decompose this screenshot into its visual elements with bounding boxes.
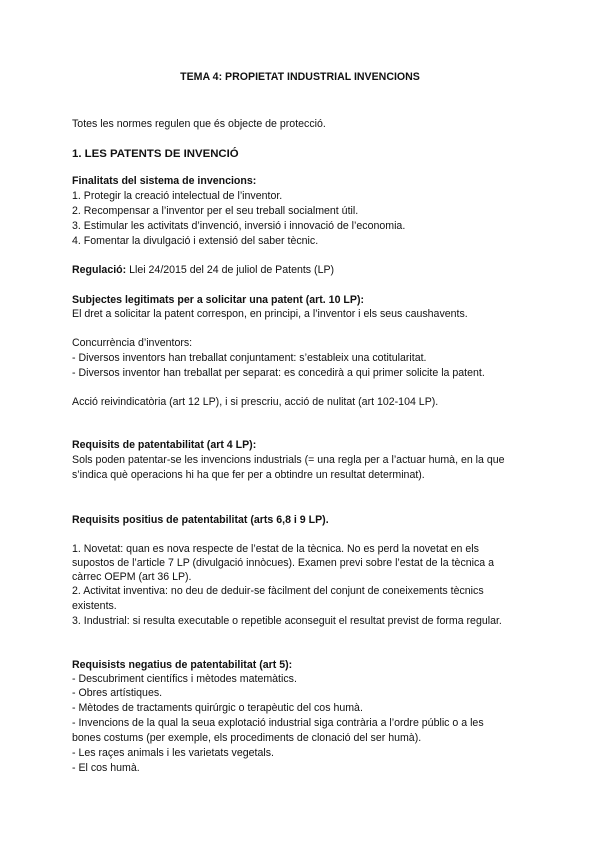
- negatius-line: bones costums (per exemple, els procediments de clonació del ser humà).: [72, 732, 422, 744]
- positius-line: 3. Industrial: si resulta executable o repetible aconseguit el resultat previst de forma regular.: [72, 615, 502, 627]
- finalitats-item: 3. Estimular les activitats d’invenció, inversió i innovació de l’economia.: [72, 220, 406, 232]
- positius-line: càrrec OEPM (art 36 LP).: [72, 571, 192, 583]
- negatius-line: - Invencions de la qual la seua explotació industrial siga contrària a l’ordre públic o a les: [72, 717, 484, 729]
- positius-line: supostos de l’article 7 LP (divulgació innòcues). Examen previ sobre l’estat de la tècnica a: [72, 557, 495, 569]
- regulacio-label: Regulació:: [72, 264, 127, 276]
- positius-line: 1. Novetat: quan es nova respecte de l’estat de la tècnica. No es perd la novetat en els: [72, 543, 479, 555]
- negatius-line: - Mètodes de tractaments quirúrgic o terapèutic del cos humà.: [72, 702, 363, 714]
- negatius-line: - Les raçes animals i les varietats vegetals.: [72, 747, 274, 759]
- regulacio-text: Llei 24/2015 del 24 de juliol de Patents (LP): [126, 264, 335, 276]
- requisits-line: s’indica què operacions hi ha que fer per a obtindre un resultat determinat).: [72, 469, 425, 481]
- requisits-line: Sols poden patentar-se les invencions industrials (= una regla per a l’actuar humà, en la que: [72, 454, 505, 466]
- negatius-line: - Descubriment científics i mètodes matemàtics.: [72, 673, 297, 685]
- positius-heading: Requisits positius de patentabilitat (arts 6,8 i 9 LP).: [72, 514, 329, 526]
- negatius-heading: Requisists negatius de patentabilitat (art 5):: [72, 659, 293, 671]
- negatius-line: - Obres artístiques.: [72, 687, 163, 699]
- requisits-heading: Requisits de patentabilitat (art 4 LP):: [72, 439, 257, 451]
- positius-line: 2. Activitat inventiva: no deu de deduir-se fàcilment del conjunt de coneixements tècnics: [72, 585, 484, 597]
- concurrencia-item: - Diversos inventor han treballat per separat: es concedirà a qui primer solicite la patent.: [72, 367, 485, 379]
- finalitats-heading: Finalitats del sistema de invencions:: [72, 175, 257, 187]
- section-heading-patents: 1. LES PATENTS DE INVENCIÓ: [72, 148, 239, 160]
- regulacio-paragraph: [72, 263, 334, 277]
- finalitats-item: 1. Protegir la creació intelectual de l’inventor.: [72, 190, 283, 202]
- accio-text: Acció reivindicatòria (art 12 LP), i si prescriu, acció de nulitat (art 102-104 LP).: [72, 396, 439, 408]
- positius-line: existents.: [72, 600, 117, 612]
- concurrencia-item: - Diversos inventors han treballat conjuntament: s’estableix una cotitularitat.: [72, 352, 427, 364]
- negatius-line: - El cos humà.: [72, 762, 140, 774]
- concurrencia-heading: Concurrència d’inventors:: [72, 337, 193, 349]
- intro-text: Totes les normes regulen que és objecte de protecció.: [72, 118, 326, 130]
- document-title: TEMA 4: PROPIETAT INDUSTRIAL INVENCIONS: [180, 71, 420, 83]
- finalitats-item: 4. Fomentar la divulgació i extensió del saber tècnic.: [72, 235, 319, 247]
- finalitats-item: 2. Recompensar a l’inventor per el seu treball socialment útil.: [72, 205, 359, 217]
- subjectes-text: El dret a solicitar la patent correspon, en principi, a l’inventor i els seus caushavents.: [72, 308, 468, 320]
- subjectes-heading: Subjectes legitimats per a solicitar una patent (art. 10 LP):: [72, 294, 364, 306]
